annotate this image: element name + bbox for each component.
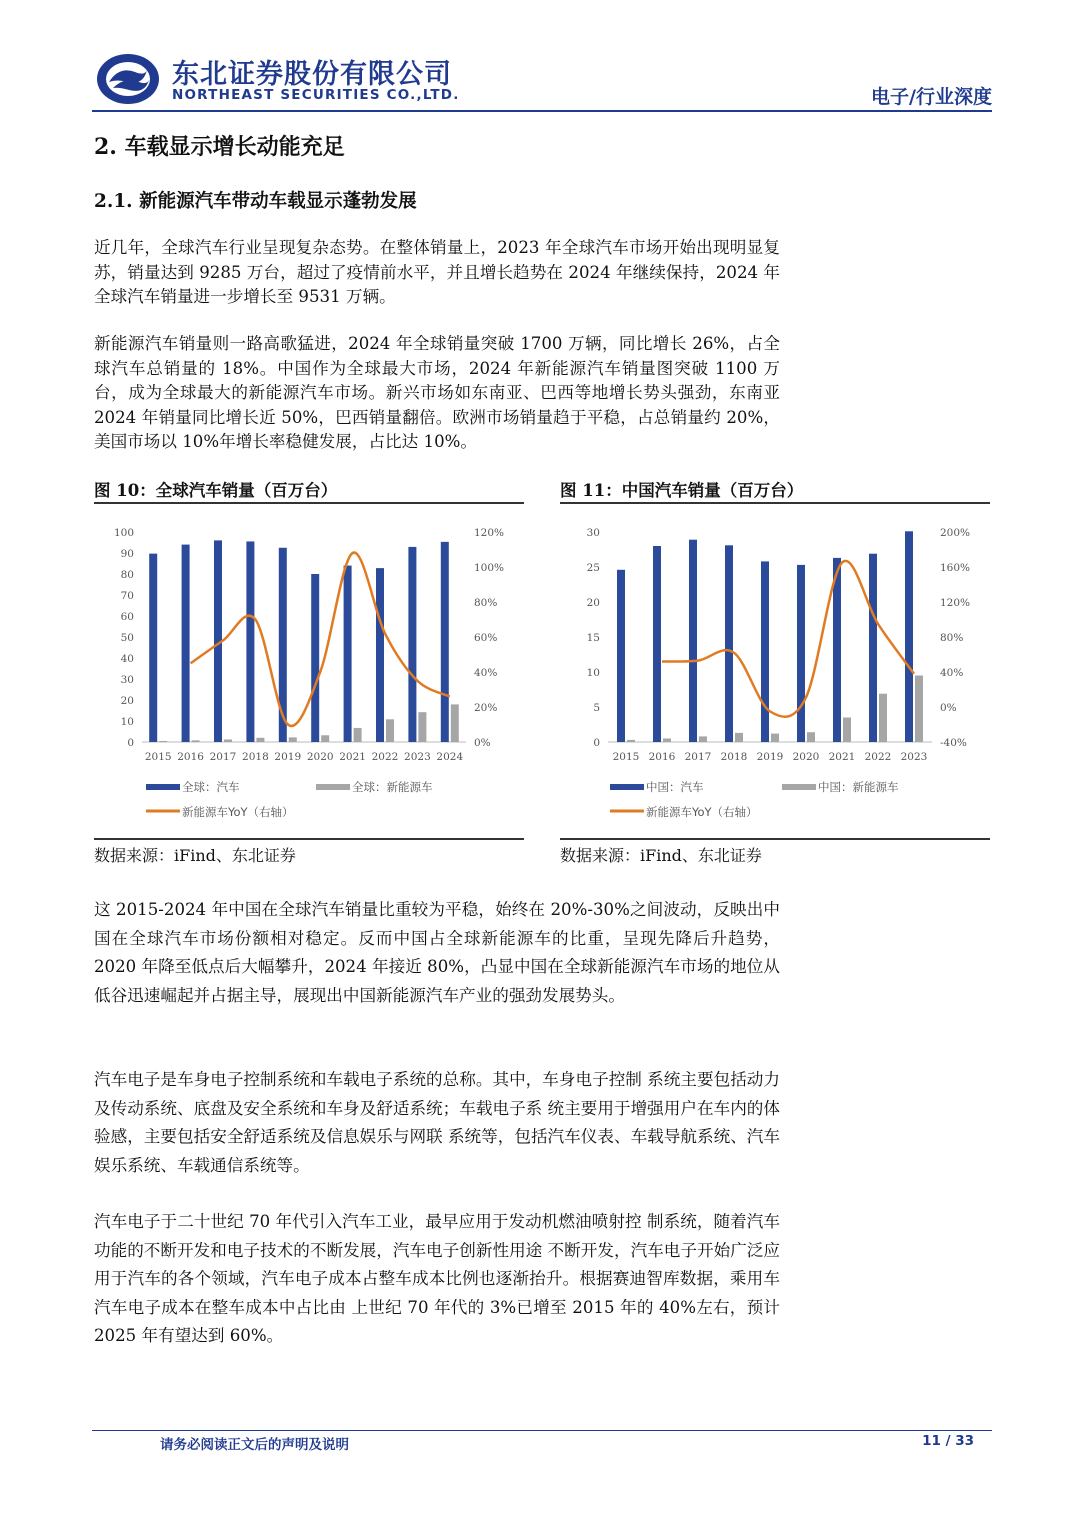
figure-11-rule — [560, 502, 990, 504]
bar-total — [689, 540, 697, 742]
y2-tick-label: -40% — [940, 737, 967, 749]
bar-total — [311, 574, 319, 742]
x-tick-label: 2017 — [209, 751, 237, 763]
bar-total — [246, 541, 254, 742]
header-rule — [92, 110, 992, 112]
x-tick-label: 2020 — [792, 751, 820, 763]
figure-11-chart — [560, 510, 990, 830]
x-tick-label: 2016 — [177, 751, 204, 763]
bar-total — [725, 545, 733, 742]
paragraph-auto-electronics-history: 汽车电子于二十世纪 70 年代引入汽车工业，最早应用于发动机燃油喷射控 制系统，随着汽车功能的不断开发和电子技术的不断发展，汽车电子创新性用途 不断开发，汽车电子开始广泛应用于汽车的各个领域，汽车电子成本占整车成本比例也逐渐抬升。根据赛迪智库数据，乘用车汽车电子成本在整车成本中占比由 上世纪 70 年代的 3%已增至 2015 年的 40%左右，预计 2025 年有望达到 60%。 — [94, 1212, 780, 1345]
company-logo — [95, 52, 161, 106]
y2-tick-label: 80% — [940, 632, 964, 644]
x-tick-label: 2016 — [648, 751, 676, 763]
y-tick-label: 40 — [120, 653, 134, 665]
y2-tick-label: 80% — [474, 597, 498, 609]
bar-total — [617, 570, 625, 742]
bar-nev — [663, 739, 671, 743]
y2-tick-label: 0% — [940, 702, 957, 714]
y-tick-label: 100 — [113, 527, 134, 539]
figure-10-title: 图 10：全球汽车销量（百万台） — [94, 481, 338, 500]
y2-tick-label: 120% — [474, 527, 505, 539]
x-tick-label: 2015 — [144, 751, 172, 763]
x-tick-label: 2015 — [612, 751, 640, 763]
bar-nev — [807, 732, 815, 742]
paragraph-china-share: 这 2015-2024 年中国在全球汽车销量比重较为平稳，始终在 20%-30%之间波动，反映出中国在全球汽车市场份额相对稳定。反而中国占全球新能源车的比重，呈现先降后升趋势，2020 年降至低点后大幅攀升，2024 年接近 80%，凸显中国在全球新能源汽车市场的地位从低谷迅速崛起并占据主导，展现出中国新能源汽车产业的强劲发展势头。 — [94, 900, 780, 1005]
y-tick-label: 25 — [586, 562, 600, 574]
legend-swatch-nev — [782, 784, 816, 790]
legend-swatch-nev — [316, 784, 350, 790]
legend-label-nev: 中国：新能源车 — [818, 780, 899, 794]
y2-tick-label: 160% — [940, 562, 971, 574]
bar-nev — [192, 740, 200, 742]
x-tick-label: 2018 — [242, 751, 269, 763]
bar-nev — [879, 694, 887, 742]
x-tick-label: 2019 — [756, 751, 784, 763]
bar-nev — [321, 735, 329, 742]
legend-label-total: 中国：汽车 — [646, 780, 704, 794]
company-name-cn: 东北证券股份有限公司 — [172, 59, 452, 90]
figure-11-title: 图 11：中国汽车销量（百万台） — [560, 481, 804, 500]
y2-tick-label: 100% — [474, 562, 505, 574]
bar-nev — [354, 728, 362, 742]
x-tick-label: 2017 — [684, 751, 712, 763]
y-tick-label: 5 — [593, 702, 600, 714]
bar-total — [376, 568, 384, 742]
x-tick-label: 2020 — [306, 751, 334, 763]
figure-11-source: 数据来源：iFind、东北证券 — [560, 846, 762, 865]
bar-nev — [771, 734, 779, 742]
bar-nev — [159, 741, 167, 742]
bar-nev — [418, 712, 426, 742]
bar-nev — [386, 719, 394, 742]
y-tick-label: 90 — [120, 548, 134, 560]
x-tick-label: 2019 — [274, 751, 302, 763]
report-section-tag: 电子/行业深度 — [871, 86, 992, 108]
y2-tick-label: 40% — [474, 667, 498, 679]
bar-nev — [451, 704, 459, 742]
legend-swatch-total — [610, 784, 644, 790]
company-name-en: NORTHEAST SECURITIES CO.,LTD. — [172, 87, 460, 103]
y-tick-label: 30 — [120, 674, 134, 686]
legend-label-nev: 全球：新能源车 — [352, 780, 433, 794]
y-tick-label: 50 — [120, 632, 134, 644]
bar-total — [182, 545, 190, 742]
paragraph-global-sales: 近几年，全球汽车行业呈现复杂态势。在整体销量上，2023 年全球汽车市场开始出现明显复苏，销量达到 9285 万台，超过了疫情前水平，并且增长趋势在 2024 年继续保持，2024 年全球汽车销量进一步增长至 9531 万辆。 — [94, 238, 780, 306]
bar-nev — [915, 676, 923, 743]
bar-nev — [699, 736, 707, 742]
figure-10-chart — [94, 510, 524, 830]
y-tick-label: 15 — [586, 632, 600, 644]
y-tick-label: 0 — [593, 737, 600, 749]
x-tick-label: 2021 — [828, 751, 856, 763]
x-tick-label: 2021 — [339, 751, 366, 763]
section-heading: 2. 车载显示增长动能充足 — [94, 134, 345, 160]
bar-nev — [256, 738, 264, 742]
y2-tick-label: 60% — [474, 632, 498, 644]
y-tick-label: 30 — [586, 527, 600, 539]
legend-swatch-total — [146, 784, 180, 790]
bar-total — [441, 542, 449, 742]
y-tick-label: 80 — [120, 569, 134, 581]
y-tick-label: 70 — [120, 590, 134, 602]
x-tick-label: 2018 — [720, 751, 748, 763]
bar-nev — [289, 737, 297, 742]
y2-tick-label: 120% — [940, 597, 971, 609]
bar-nev — [735, 733, 743, 742]
bar-nev — [224, 739, 232, 742]
page-number: 11 / 33 — [922, 1433, 974, 1449]
paragraph-nev-sales: 新能源汽车销量则一路高歌猛进，2024 年全球销量突破 1700 万辆，同比增长 26%，占全球汽车总销量的 18%。中国作为全球最大市场，2024 年新能源汽车销量图突破 1100 万台，成为全球最大的新能源汽车市场。新兴市场如东南亚、巴西等地增长势头强劲，东南亚 2024 年销量同比增长近 50%，巴西销量翻倍。欧洲市场销量趋于平稳，占总销量约 20%，美国市场以 10%年增长率稳健发展，占比达 10%。 — [94, 334, 780, 451]
y2-tick-label: 20% — [474, 702, 498, 714]
disclaimer-note: 请务必阅读正文后的声明及说明 — [160, 1437, 349, 1453]
x-tick-label: 2022 — [864, 751, 892, 763]
y2-tick-label: 200% — [940, 527, 971, 539]
footer-rule — [92, 1430, 992, 1431]
bar-total — [797, 565, 805, 742]
figure-10-rule — [94, 502, 524, 504]
subsection-heading: 2.1. 新能源汽车带动车载显示蓬勃发展 — [94, 191, 417, 212]
bar-total — [344, 566, 352, 742]
y-tick-label: 20 — [586, 597, 600, 609]
legend-label-yoy: 新能源车YoY（右轴） — [646, 805, 758, 819]
bar-nev — [627, 740, 635, 742]
x-tick-label: 2024 — [436, 751, 464, 763]
y-tick-label: 10 — [120, 716, 134, 728]
y-tick-label: 0 — [127, 737, 134, 749]
bar-nev — [843, 718, 851, 743]
paragraph-auto-electronics-definition: 汽车电子是车身电子控制系统和车载电子系统的总称。其中，车身电子控制 系统主要包括动力及传动系统、底盘及安全系统和车身及舒适系统；车载电子系 统主要用于增强用户在车内的体验感，主要包括安全舒适系统及信息娱乐与网联 系统等，包括汽车仪表、车载导航系统、汽车娱乐系统、车载通信系统等。 — [94, 1070, 780, 1175]
bar-total — [653, 546, 661, 742]
figure-10-bottom-rule — [94, 838, 524, 840]
x-tick-label: 2022 — [371, 751, 399, 763]
figure-10-source: 数据来源：iFind、东北证券 — [94, 846, 296, 865]
bar-total — [761, 561, 769, 742]
figure-11-bottom-rule — [560, 838, 990, 840]
y2-tick-label: 0% — [474, 737, 491, 749]
bar-total — [408, 547, 416, 742]
y2-tick-label: 40% — [940, 667, 964, 679]
x-tick-label: 2023 — [900, 751, 928, 763]
bar-total — [905, 531, 913, 742]
legend-label-total: 全球：汽车 — [182, 780, 240, 794]
y-tick-label: 60 — [120, 611, 134, 623]
bar-total — [149, 554, 157, 742]
bar-total — [869, 554, 877, 742]
y-tick-label: 10 — [586, 667, 600, 679]
x-tick-label: 2023 — [404, 751, 431, 763]
y-tick-label: 20 — [120, 695, 134, 707]
legend-label-yoy: 新能源车YoY（右轴） — [182, 805, 294, 819]
